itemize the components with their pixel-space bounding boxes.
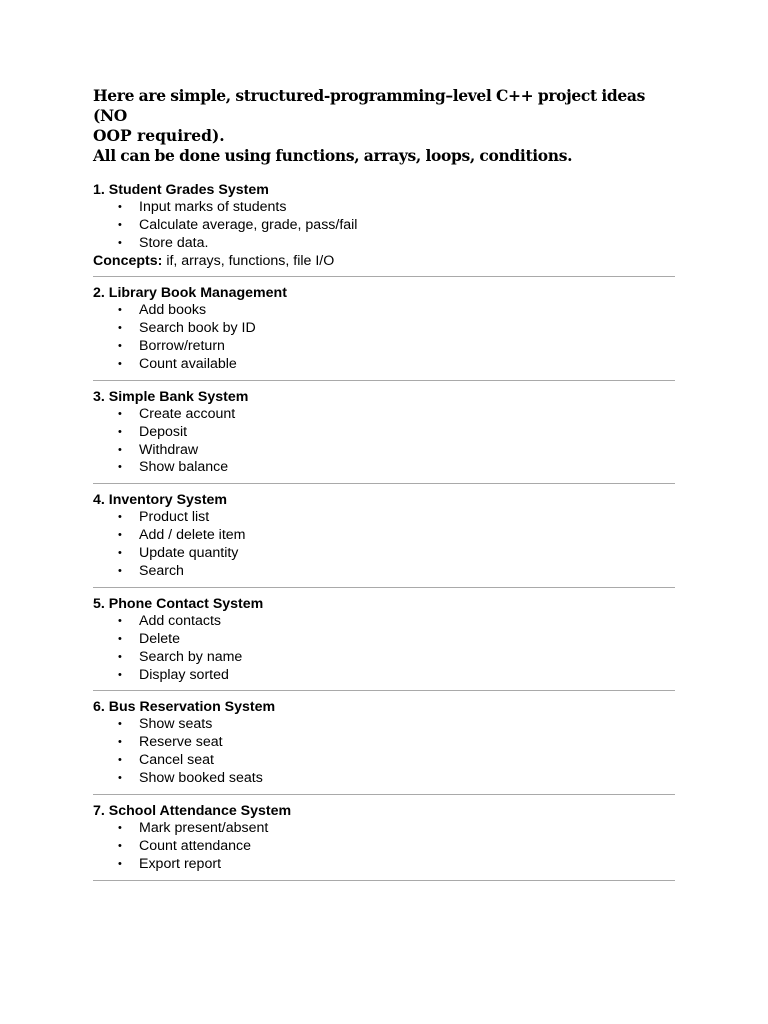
bullet-icon: • <box>118 322 122 335</box>
project-section <box>93 803 675 881</box>
list-item-text: Calculate average, grade, pass/fail <box>139 216 358 233</box>
list-item <box>93 442 675 460</box>
list-item <box>93 406 675 424</box>
bullet-icon: • <box>118 754 122 767</box>
bullet-icon: • <box>118 839 122 852</box>
section-title: 1. Student Grades System <box>93 182 269 198</box>
project-section <box>93 699 675 795</box>
section-divider <box>93 794 675 795</box>
list-item <box>93 752 675 770</box>
list-item-text: Store data. <box>139 234 209 251</box>
intro-line-2: OOP required). <box>93 126 225 145</box>
bullet-icon: • <box>118 547 122 560</box>
project-section <box>93 389 675 485</box>
bullet-icon: • <box>118 821 122 834</box>
list-item <box>93 338 675 356</box>
list-item-text: Show seats <box>139 716 213 733</box>
project-section <box>93 492 675 588</box>
list-item <box>93 217 675 235</box>
section-divider <box>93 690 675 691</box>
project-section <box>93 596 675 692</box>
list-item <box>93 459 675 477</box>
list-item <box>93 235 675 253</box>
list-item <box>93 716 675 734</box>
bullet-list <box>93 199 675 253</box>
list-item-text: Delete <box>139 630 181 647</box>
bullet-icon: • <box>118 461 122 474</box>
section-divider <box>93 380 675 381</box>
list-item <box>93 545 675 563</box>
bullet-icon: • <box>118 668 122 681</box>
bullet-list <box>93 302 675 374</box>
section-title: 6. Bus Reservation System <box>93 699 276 716</box>
bullet-icon: • <box>118 218 122 231</box>
list-item-text: Reserve seat <box>139 734 223 751</box>
list-item-text: Count available <box>139 355 237 372</box>
bullet-list <box>93 613 675 685</box>
bullet-icon: • <box>118 236 122 249</box>
bullet-icon: • <box>118 443 122 456</box>
section-title: 3. Simple Bank System <box>93 388 249 405</box>
list-item-text: Add books <box>139 302 207 319</box>
list-item <box>93 320 675 338</box>
bullet-list <box>93 509 675 581</box>
bullet-icon: • <box>118 425 122 438</box>
list-item-text: Search book by ID <box>139 320 256 337</box>
list-item-text: Display sorted <box>139 666 229 683</box>
section-divider <box>93 880 675 881</box>
intro-line-1: Here are simple, structured-programming–level C++ project ideas (NO <box>93 86 645 125</box>
document-page <box>93 86 675 889</box>
bullet-icon: • <box>118 718 122 731</box>
list-item <box>93 820 675 838</box>
list-item <box>93 856 675 874</box>
intro-line-3: All can be done using functions, arrays, loops, conditions. <box>93 146 573 165</box>
bullet-list <box>93 716 675 788</box>
bullet-list <box>93 406 675 478</box>
list-item <box>93 838 675 856</box>
list-item-text: Add contacts <box>139 612 222 629</box>
list-item-text: Withdraw <box>139 441 199 458</box>
list-item-text: Show balance <box>139 459 229 476</box>
list-item-text: Search by name <box>139 648 243 665</box>
bullet-icon: • <box>118 529 122 542</box>
list-item-text: Show booked seats <box>139 770 263 787</box>
section-divider <box>93 276 675 277</box>
concepts-line <box>93 253 675 271</box>
concepts-text: if, arrays, functions, file I/O <box>162 252 335 269</box>
list-item-text: Search <box>139 562 184 579</box>
list-item <box>93 424 675 442</box>
bullet-icon: • <box>118 339 122 352</box>
list-item <box>93 356 675 374</box>
bullet-icon: • <box>118 304 122 317</box>
list-item <box>93 667 675 685</box>
list-item-text: Cancel seat <box>139 752 214 769</box>
list-item <box>93 527 675 545</box>
list-item <box>93 199 675 217</box>
list-item-text: Borrow/return <box>139 337 225 354</box>
section-title: 2. Library Book Management <box>93 285 287 302</box>
bullet-icon: • <box>118 511 122 524</box>
list-item <box>93 631 675 649</box>
project-list <box>93 182 675 881</box>
bullet-icon: • <box>118 201 122 213</box>
bullet-icon: • <box>118 357 122 370</box>
bullet-icon: • <box>118 772 122 785</box>
project-section <box>93 182 675 277</box>
list-item <box>93 770 675 788</box>
list-item <box>93 734 675 752</box>
list-item-text: Mark present/absent <box>139 819 269 836</box>
list-item-text: Export report <box>139 855 222 872</box>
list-item <box>93 613 675 631</box>
bullet-icon: • <box>118 736 122 749</box>
list-item-text: Add / delete item <box>139 527 246 544</box>
bullet-icon: • <box>118 857 122 870</box>
list-item <box>93 649 675 667</box>
section-title: 5. Phone Contact System <box>93 595 264 612</box>
list-item <box>93 302 675 320</box>
intro-paragraph <box>93 86 675 166</box>
list-item <box>93 509 675 527</box>
bullet-icon: • <box>118 614 122 627</box>
list-item-text: Deposit <box>139 423 188 440</box>
section-title: 7. School Attendance System <box>93 802 292 819</box>
bullet-list <box>93 820 675 874</box>
bullet-icon: • <box>118 632 122 645</box>
project-section <box>93 285 675 381</box>
list-item-text: Count attendance <box>139 837 252 854</box>
list-item <box>93 563 675 581</box>
list-item-text: Create account <box>139 405 236 422</box>
section-divider <box>93 587 675 588</box>
list-item-text: Product list <box>139 509 210 526</box>
list-item-text: Input marks of students <box>139 199 287 215</box>
bullet-icon: • <box>118 650 122 663</box>
section-title: 4. Inventory System <box>93 492 228 509</box>
concepts-label: Concepts: <box>93 252 163 269</box>
section-divider <box>93 483 675 484</box>
bullet-icon: • <box>118 407 122 420</box>
list-item-text: Update quantity <box>139 545 239 562</box>
bullet-icon: • <box>118 564 122 577</box>
